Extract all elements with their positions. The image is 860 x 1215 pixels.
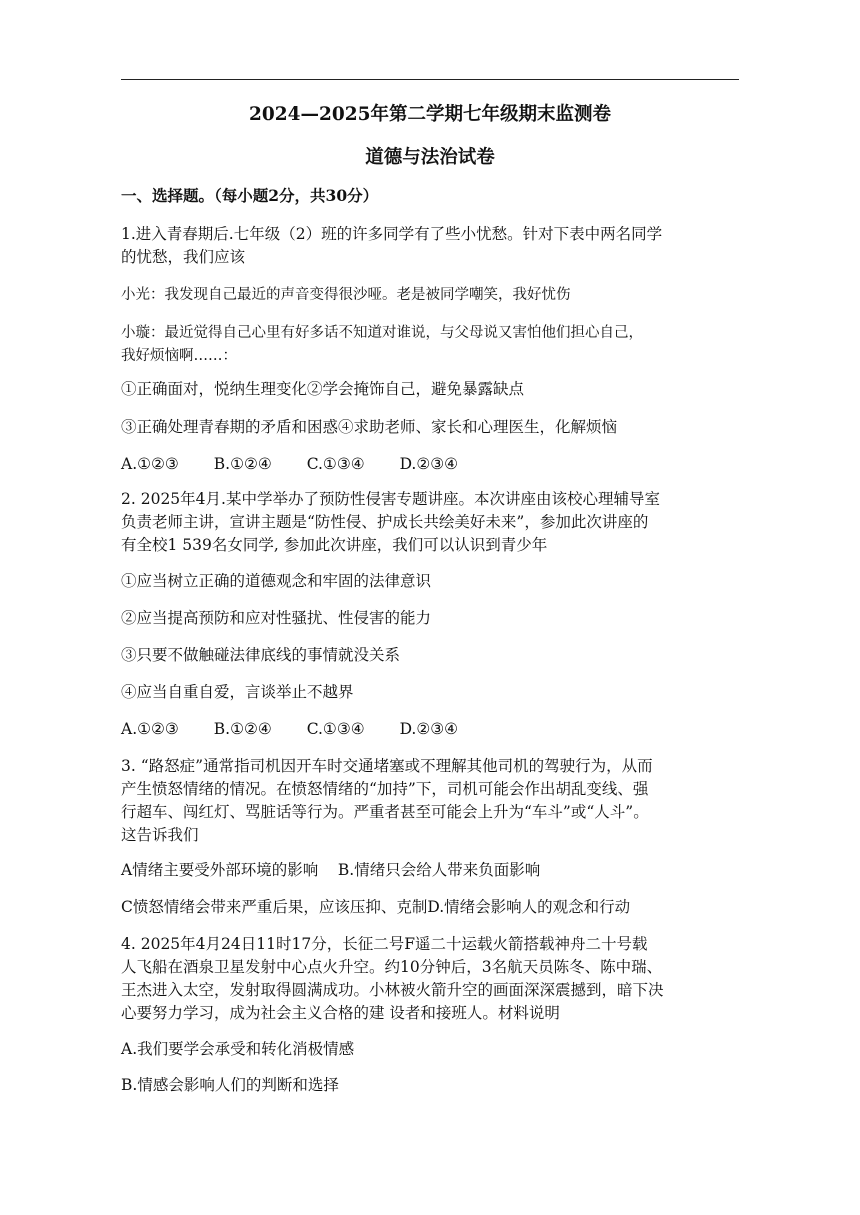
q4-stem-line: 人飞船在酒泉卫星发射中心点火升空。约10分钟后，3名航天员陈冬、陈中瑞、 [121,958,663,976]
option-b: B.①②④ [213,455,272,473]
section-heading: 一、选择题。（每小题2分，共30分） [121,186,379,205]
q1-statement: ③正确处理青春期的矛盾和困惑④求助老师、家长和心理医生，化解烦恼 [121,418,618,436]
q2-statement: ④应当自重自爱，言谈举止不越界 [121,683,354,701]
q1-statement: ①正确面对，悦纳生理变化②学会掩饰自己，避免暴露缺点 [121,380,525,398]
option-c: C.①③④ [306,455,365,473]
q2-statement: ①应当树立正确的道德观念和牢固的法律意识 [121,572,432,590]
q4-option-b: B.情感会影响人们的判断和选择 [121,1076,339,1094]
option-b: B.①②④ [213,720,272,738]
q1-dialog-xiaoxuan: 小璇：最近觉得自己心里有好多话不知道对谁说，与父母说又害怕他们担心自己， [121,325,643,341]
q2-statement: ②应当提高预防和应对性骚扰、性侵害的能力 [121,609,432,627]
header-rule [121,79,739,80]
q4-stem-line: 王杰进入太空，发射取得圆满成功。小林被火箭升空的画面深深震撼到，暗下决 [121,981,664,999]
q2-stem-line: 负责老师主讲，宣讲主题是“防性侵、护成长共绘美好未来”，参加此次讲座的 [121,513,649,531]
q2-statement: ③只要不做触碰法律底线的事情就没关系 [121,646,401,664]
q1-dialog-xiaoguang: 小光：我发现自己最近的声音变得很沙哑。老是被同学嘲笑，我好忧伤 [121,287,571,303]
q3-stem-line: 行超车、闯红灯、骂脏话等行为。严重者甚至可能会上升为“车斗”或“人斗”。 [121,803,649,821]
q3-options: C愤怒情绪会带来严重后果，应该压抑、克制D.情绪会影响人的观念和行动 [121,898,631,916]
q2-stem-line: 有全校1 539名女同学, 参加此次讲座，我们可以认识到青少年 [121,536,548,554]
q3-options: A情绪主要受外部环境的影响 B.情绪只会给人带来负面影响 [121,861,541,879]
option-a: A.①②③ [121,720,179,738]
q3-stem-line: 产生愤怒情绪的情况。在愤怒情绪的“加持”下，司机可能会作出胡乱变线、强 [121,780,649,798]
q3-stem-line: 3. “路怒症”通常指司机因开车时交通堵塞或不理解其他司机的驾驶行为，从而 [121,757,653,775]
exam-title: 2024—2025年第二学期七年级期末监测卷 [249,104,611,125]
q1-stem-line: 1.进入青春期后.七年级（2）班的许多同学有了些小忧愁。针对下表中两名同学 [121,225,663,243]
q2-options [121,719,458,739]
q1-options [121,454,458,474]
option-c: C.①③④ [306,720,365,738]
q1-dialog-xiaoxuan: 我好烦恼啊……： [121,348,237,364]
q4-stem-line: 4. 2025年4月24日11时17分，长征二号F遥二十运载火箭搭载神舟二十号载 [121,935,648,953]
option-a: A.①②③ [121,455,179,473]
option-d: D.②③④ [399,720,459,738]
exam-subtitle: 道德与法治试卷 [365,147,495,168]
q1-stem-line: 的忧愁，我们应该 [121,248,246,266]
option-d: D.②③④ [399,455,459,473]
q2-stem-line: 2. 2025年4月.某中学举办了预防性侵害专题讲座。本次讲座由该校心理辅导室 [121,490,660,508]
q4-option-a: A.我们要学会承受和转化消极情感 [121,1040,355,1058]
q3-stem-line: 这告诉我们 [121,826,199,844]
q4-stem-line: 心要努力学习，成为社会主义合格的建 设者和接班人。材料说明 [121,1004,560,1022]
